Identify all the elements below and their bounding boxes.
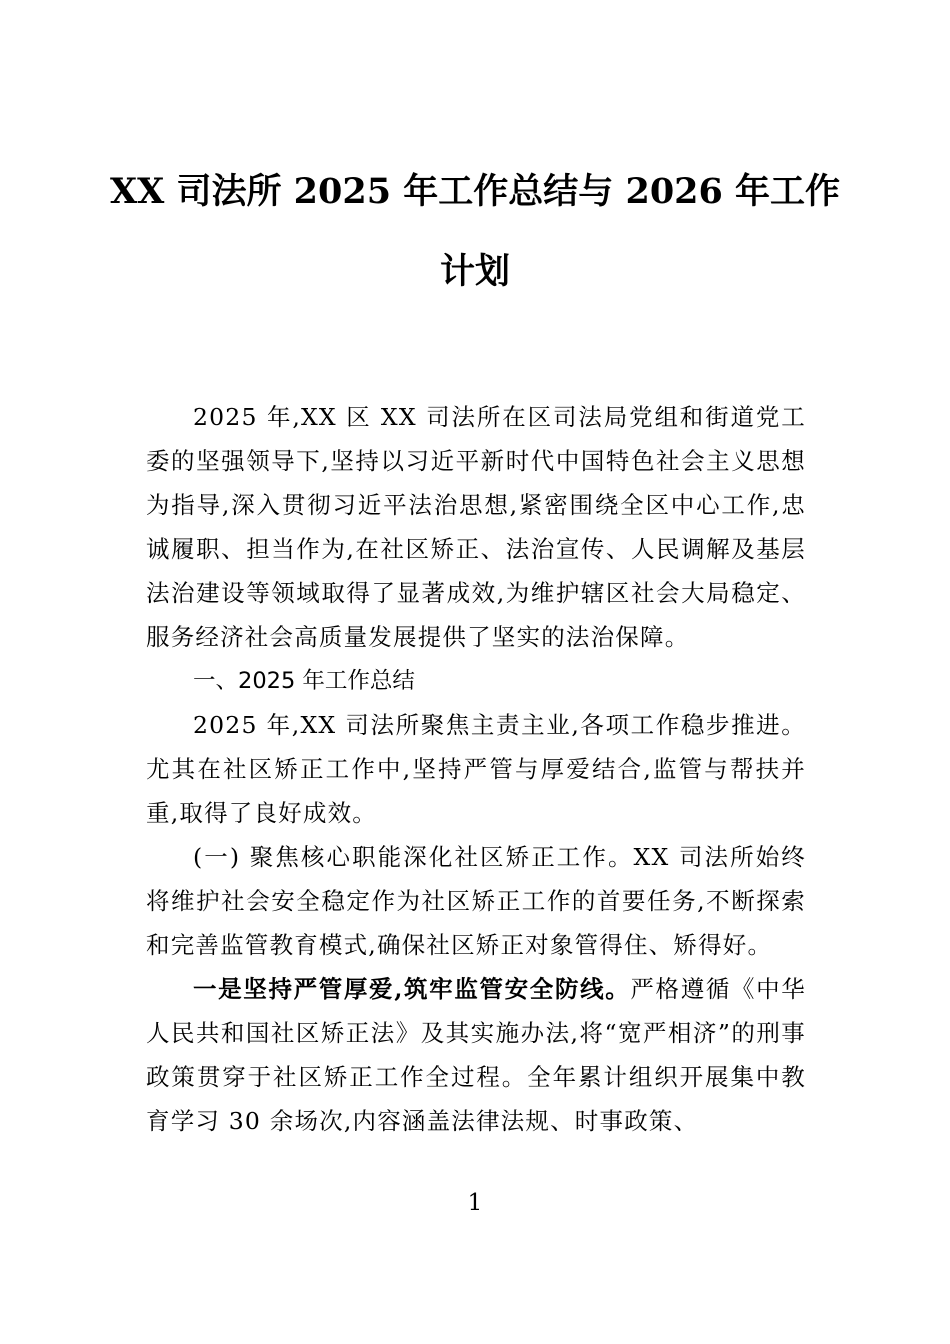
section-heading: 一、2025 年工作总结 xyxy=(193,668,415,694)
subsection-paragraph: (一) 聚焦核心职能深化社区矫正工作。XX 司法所始终将维护社会安全稳定作为社区矫正工作的首要任务,不断探索和完善监管教育模式,确保社区矫正对象管得住、矫得好。 xyxy=(146,843,806,959)
point-lead-text: 一是坚持严管厚爱,筑牢监管安全防线。 xyxy=(193,975,631,1003)
page-number: 1 xyxy=(467,1190,483,1216)
section-summary-paragraph: 2025 年,XX 司法所聚焦主责主业,各项工作稳步推进。尤其在社区矫正工作中,坚持严管与厚爱结合,监管与帮扶并重,取得了良好成效。 xyxy=(146,711,806,827)
point-body-text: 严格遵循《中华人民共和国社区矫正法》及其实施办法,将“宽严相济”的刑事政策贯穿于社区矫正工作全过程。全年累计组织开展集中教育学习 30 余场次,内容涵盖法律法规、时事政策、 xyxy=(146,975,806,1135)
point-paragraph xyxy=(146,967,806,1143)
document-body xyxy=(146,395,806,1143)
title-line-2: 计划 xyxy=(439,251,510,292)
title-line-1: XX 司法所 2025 年工作总结与 2026 年工作 xyxy=(110,171,841,212)
document-title xyxy=(110,168,840,328)
intro-paragraph: 2025 年,XX 区 XX 司法所在区司法局党组和街道党工委的坚强领导下,坚持以习近平新时代中国特色社会主义思想为指导,深入贯彻习近平法治思想,紧密围绕全区中心工作,忠诚履职、担当作为,在社区矫正、法治宣传、人民调解及基层法治建设等领域取得了显著成效,为维护辖区社会大局稳定、服务经济社会高质量发展提供了坚实的法治保障。 xyxy=(146,403,806,651)
